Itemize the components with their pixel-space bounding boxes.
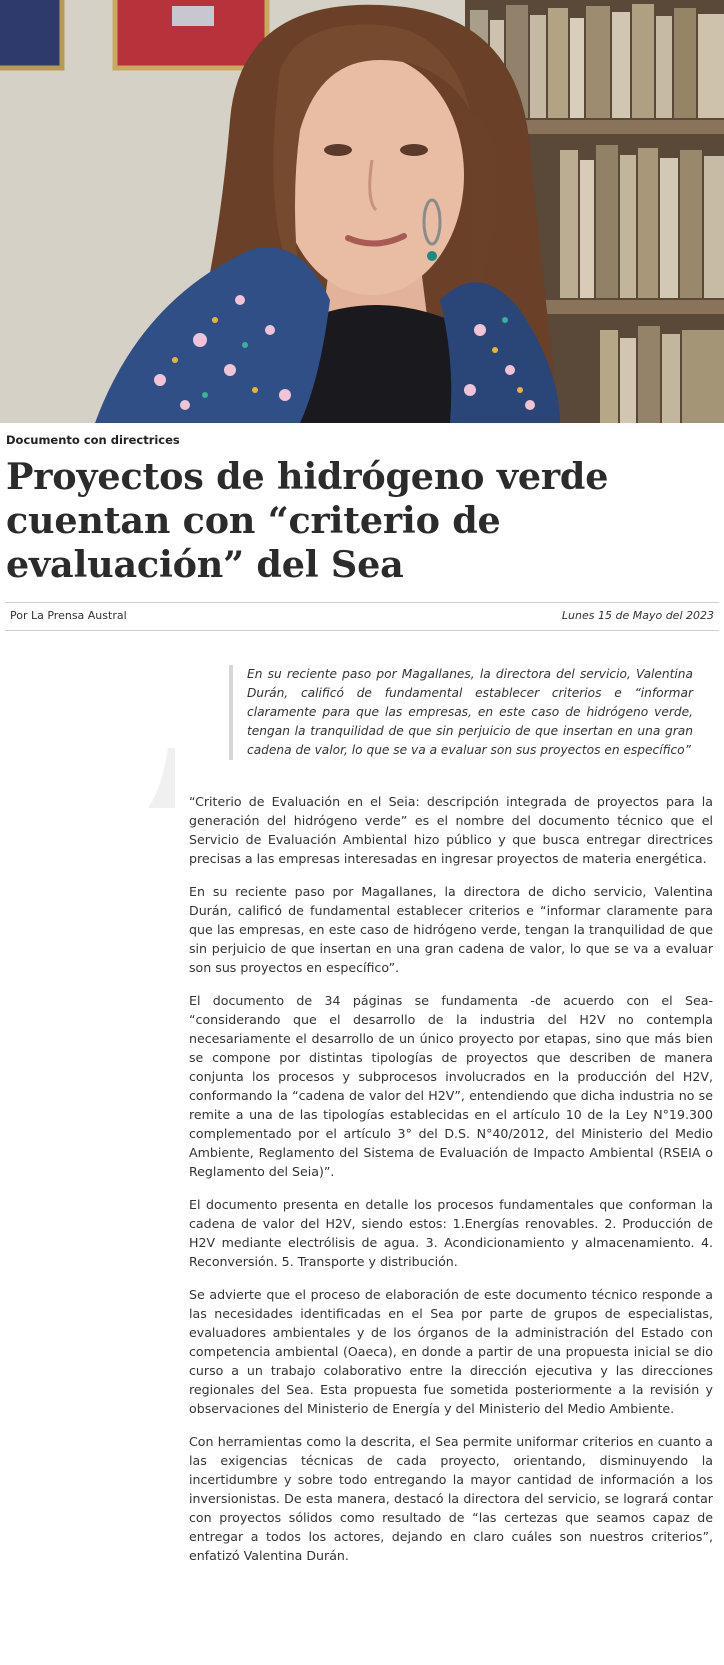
article-author: Por La Prensa Austral — [10, 609, 127, 622]
hero-photo — [0, 0, 724, 423]
quote-mark-icon — [148, 748, 175, 808]
article-paragraph: “Criterio de Evaluación en el Seia: descripción integrada de proyectos para la generación del hidrógeno verde” es el nombre del documento técnico que el Servicio de Evaluación Ambiental hizo público y que busca entregar directrices precisas a las empresas interesadas en ingresar proyectos de materia energética. — [189, 794, 713, 866]
article-headline: Proyectos de hidrógeno verde cuentan con “criterio de evaluación” del Sea — [6, 455, 609, 586]
pull-quote: En su reciente paso por Magallanes, la directora del servicio, Valentina Durán, calificó de fundamental establecer criterios e “informar claramente para que las empresas, en este caso de hidrógeno verde, tengan la tranquilidad de que sin perjuicio de que insertan en una gran cadena de valor, lo que se va a evaluar son sus proyectos en específico” — [229, 665, 693, 760]
portrait-image — [0, 0, 724, 423]
article-kicker: Documento con directrices — [6, 433, 180, 447]
article-paragraph: Se advierte que el proceso de elaboración de este documento técnico responde a las necesidades identificadas en el Sea por parte de grupos de especialistas, evaluadores ambientales y de los órganos de la administración del Estado con competencia ambiental (Oaeca), en donde a partir de una propuesta inicial se dio curso a un trabajo colaborativo entre la dirección ejecutiva y las direcciones regionales del Sea. Esta propuesta fue sometida posteriormente a la revisión y observaciones del Ministerio de Energía y del Ministerio del Medio Ambiente. — [189, 1287, 713, 1416]
article-paragraph: El documento presenta en detalle los procesos fundamentales que conforman la cadena de valor del H2V, siendo estos: 1.Energías renovables. 2. Producción de H2V mediante electrólisis de agua. 3. Acondicionamiento y almacenamiento. 4. Reconversión. 5. Transporte y distribución. — [189, 1197, 713, 1269]
article-body — [189, 792, 713, 1579]
byline-bar — [5, 602, 719, 631]
article-date: Lunes 15 de Mayo del 2023 — [561, 609, 714, 622]
article-paragraph: Con herramientas como la descrita, el Sea permite uniformar criterios en cuanto a las exigencias técnicas de cada proyecto, orientando, disminuyendo la incertidumbre y sobre todo entregando la mayor cantidad de información a los inversionistas. De esta manera, destacó la directora del servicio, se logrará contar con proyectos sólidos como resultado de “las certezas que seamos capaz de entregar a todos los actores, dejando en claro cuáles son nuestros criterios”, enfatizó Valentina Durán. — [189, 1434, 713, 1563]
article-paragraph: El documento de 34 páginas se fundamenta -de acuerdo con el Sea- “considerando que el desarrollo de la industria del H2V no contempla necesariamente el desarrollo de un único proyecto por etapas, sino que más bien se compone por distintas tipologías de proyectos que describen de manera conjunta los procesos y subprocesos involucrados en la producción del H2V, conformando la “cadena de valor del H2V”, entendiendo que dicha industria no se remite a una de las tipologías establecidas en el artículo 10 de la Ley N°19.300 complementado por el artículo 3° del D.S. N°40/2012, del Ministerio del Medio Ambiente, Reglamento del Sistema de Evaluación de Impacto Ambiental (RSEIA o Reglamento del Seia)”. — [189, 993, 713, 1179]
article-paragraph: En su reciente paso por Magallanes, la directora de dicho servicio, Valentina Durán, calificó de fundamental establecer criterios e “informar claramente para que las empresas, en este caso de hidrógeno verde, tengan la tranquilidad de que sin perjuicio de que insertan en una gran cadena de valor, lo que se va a evaluar son sus proyectos en específico”. — [189, 884, 713, 975]
